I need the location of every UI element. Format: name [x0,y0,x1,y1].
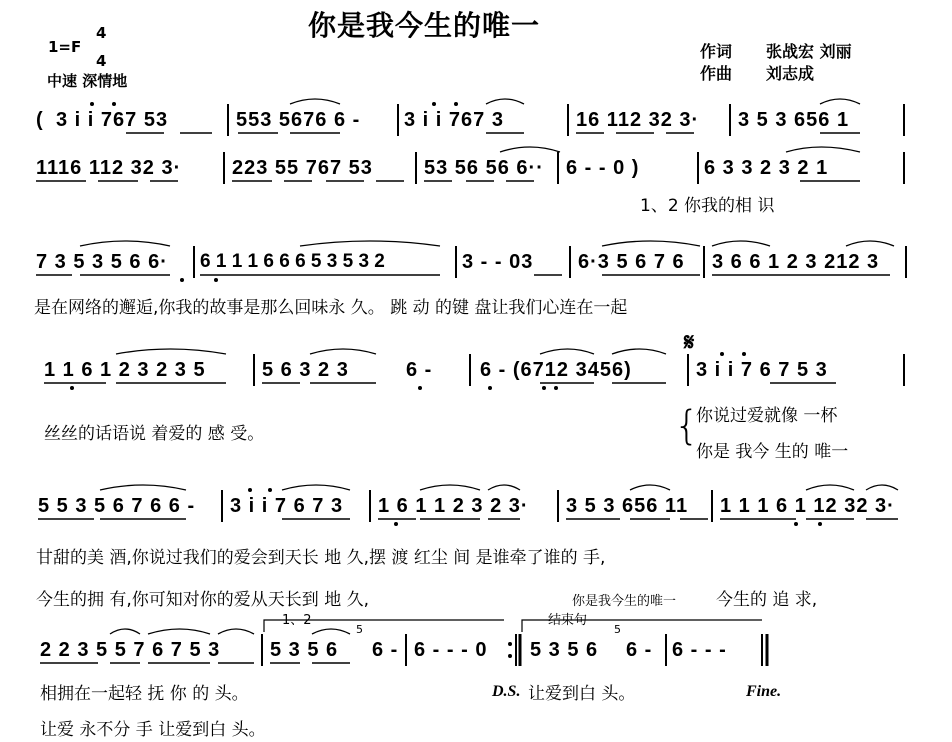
measure-20: 3 i i 7 6 7 5 3 [696,359,828,381]
measure-2: 553 5676 6 - [236,109,361,131]
lyric-line-6: 相拥在一起轻 抚 你 的 头。 [40,684,249,704]
measure-15: 3 6 6 1 2 3 212 3 [712,251,880,273]
time-signature-top: 4 [96,24,107,42]
lyricist-label: 作词 [700,42,733,61]
lyric-line-5-a: 甘甜的美 酒,你说过我们的爱会到天长 地 久,摆 渡 红尘 间 是谁牵了谁的 手, [36,548,606,568]
measure-6: 1116 112 32 3· [36,157,182,179]
volta-1-label: 1、2 [282,613,312,628]
measure-12: 6 1 1 1 6 6 6 5 3 5 3 2 [200,251,385,272]
measure-24: 3 5 3 656 11 [566,495,689,517]
paren-open: ( [36,109,44,131]
tempo-marking: 中速 深情地 [47,72,128,90]
measure-1: 3 i i 767 53 [56,109,169,131]
lyric-line-4: 丝丝的话语说 着爱的 感 受。 [44,424,265,444]
measure-31: 6 - [626,639,653,661]
measure-11: 7 3 5 3 5 6 6· [36,251,168,273]
time-signature-bottom: 4 [96,52,107,70]
measure-4: 16 112 32 3· [576,109,700,131]
ds-lyric: 让爱到白 头。 [528,684,636,704]
lyric-line-7: 让爱 永不分 手 让爱到白 头。 [40,720,266,740]
song-title: 你是我今生的唯一 [308,9,541,42]
dal-segno-marking: D.S. [492,683,521,700]
composer-label: 作曲 [700,64,733,83]
lyric-line-5-b: 今生的拥 有,你可知对你的爱从天长到 地 久, [36,590,370,610]
measure-23: 1 6 1 1 2 3 2 3· [378,495,529,517]
measure-22: 3 i i 7 6 7 3 [230,495,344,517]
measure-21: 5 5 3 5 6 7 6 6 - [38,495,196,517]
grace-note-1: 5 [356,623,363,636]
measure-7: 223 55 767 53 [232,157,373,179]
measure-10: 6 3 3 2 3 2 1 [704,157,829,179]
fine-marking: Fine. [746,683,782,700]
measure-32: 6 - - - [672,639,727,661]
measure-14: 6·3 5 6 7 6 [578,251,685,273]
lyric-line-2: 1、2 你我的相 识 [640,196,775,216]
measure-28: 6 - [372,639,399,661]
measure-29: 6 - - - 0 [414,639,488,661]
measure-16: 1 1 6 1 2 3 2 3 5 [44,359,206,381]
lyric-line-5-small: 你是我今生的唯一 [572,594,677,609]
measure-27: 5 3 5 6 [270,639,339,661]
measure-8: 53 56 56 6·· [424,157,544,179]
lyricist-names: 张战宏 刘丽 [766,42,852,61]
measure-18: 6 - [406,359,433,381]
composer-name: 刘志成 [766,64,815,83]
lyric-line-3: 是在网络的邂逅,你我的故事是那么回味永 久。 跳 动 的键 盘让我们心连在一起 [34,298,628,318]
volta-2-label: 结束句 [548,613,588,628]
measure-5: 3 5 3 656 1 [738,109,850,131]
measure-19: 6 - (6712 3456) [480,359,632,381]
measure-26: 2 2 3 5 5 7 6 7 5 3 [40,639,221,661]
segno-sign: 𝄋 [684,328,695,356]
grace-note-2: 5 [614,623,621,636]
key-signature: 1=F [48,38,82,56]
brace-icon: { [674,403,700,449]
lyric-line-4-b: 你是 我今 生的 唯一 [696,442,849,462]
measure-13: 3 - - 03 [462,251,534,273]
measure-9: 6 - - 0 ) [566,157,640,179]
lyric-line-4-a: 你说过爱就像 一杯 [696,406,838,426]
measure-30: 5 3 5 6 [530,639,599,661]
measure-25: 1 1 1 6 1 12 32 3· [720,495,895,517]
measure-17: 5 6 3 2 3 [262,359,349,381]
lyric-line-5-b-end: 今生的 追 求, [716,590,818,610]
measure-3: 3 i i 767 3 [404,109,504,131]
